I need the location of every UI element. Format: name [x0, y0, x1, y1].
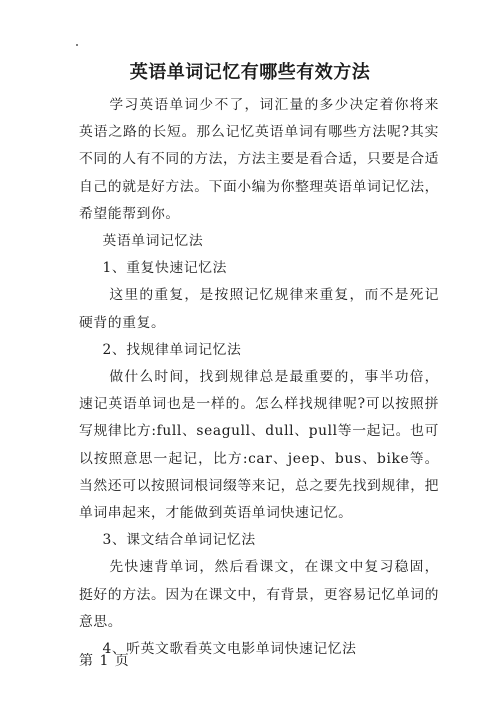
page-number: 第 1 页 — [79, 653, 130, 669]
corner-dot — [76, 44, 78, 46]
method-2-heading: 2、找规律单词记忆法 — [102, 341, 242, 358]
method-1-paragraph: 这里的重复，是按照记忆规律来重复，而不是死记硬背的重复。 — [79, 287, 439, 331]
method-4-heading: 4、听英文歌看英文电影单词快速记忆法 — [102, 641, 357, 658]
document-body — [79, 92, 439, 663]
method-1-heading: 1、重复快速记忆法 — [102, 260, 228, 277]
document-title: 英语单词记忆有哪些有效方法 — [129, 62, 371, 83]
method-3-paragraph: 先快速背单词，然后看课文，在课文中复习稳固，挺好的方法。因为在课文中，有背景，更容易记忆单词的意思。 — [79, 559, 439, 630]
method-3-heading: 3、课文结合单词记忆法 — [102, 532, 256, 549]
intro-paragraph: 学习英语单词少不了，词汇量的多少决定着你将来英语之路的长短。那么记忆英语单词有哪些方法呢?其实不同的人有不同的方法，方法主要是看合适，只要是合适自己的就是好方法。下面小编为你整理英语单词记忆法，希望能帮到你。 — [79, 97, 439, 222]
section-heading: 英语单词记忆法 — [102, 233, 204, 250]
method-2-paragraph: 做什么时间，找到规律总是最重要的，事半功倍，速记英语单词也是一样的。怎么样找规律呢?可以按照拼写规律比方:full、seagull、dull、pull等一起记。也可以按照意思一起记，比方:car、jeep、bus、bike等。当然还可以按照词根词缀等来记，总之要先找到规律，把单词串起来，才能做到英语单词快速记忆。 — [79, 369, 439, 522]
